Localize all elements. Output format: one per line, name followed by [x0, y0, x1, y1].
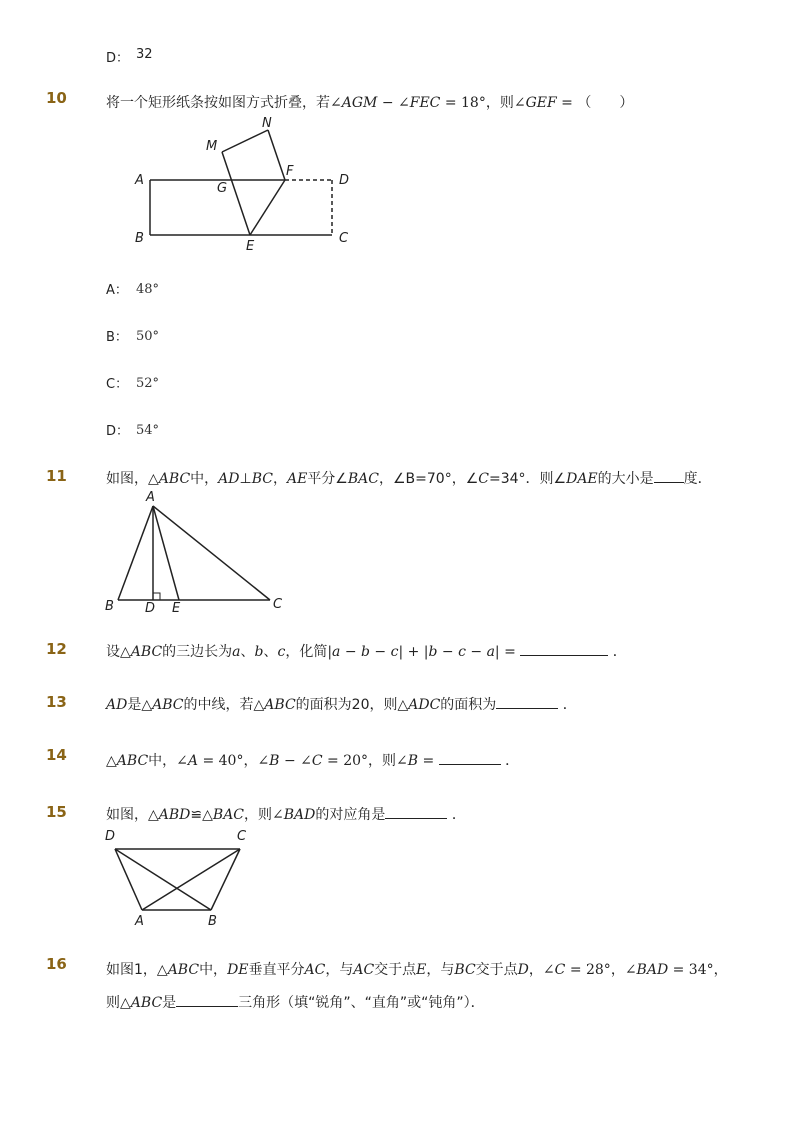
label-F: F	[286, 164, 294, 179]
label-D: D	[339, 173, 350, 188]
q10-option-a-label: A：	[106, 283, 128, 298]
question-number-11: 11	[46, 467, 67, 485]
question-number-10: 10	[46, 89, 67, 107]
q15-text: 如图，△ABD≌△BAC，则∠BAD的对应角是 ．	[106, 807, 466, 823]
question-number-16: 16	[46, 955, 67, 973]
label-M: M	[206, 139, 218, 154]
q13-text: AD是△ABC的中线，若△ABC的面积为20，则△ADC的面积为 ．	[106, 697, 577, 713]
question-number-13: 13	[46, 693, 67, 711]
label-B: B	[105, 599, 114, 614]
q12-text: 设△ABC的三边长为a、b、c，化简|a − b − c| + |b − c − a| = ．	[106, 644, 627, 660]
line-DB	[115, 849, 211, 910]
q10-option-d-label: D：	[106, 424, 130, 439]
label-E: E	[246, 239, 255, 254]
label-E: E	[172, 601, 181, 616]
line-AE	[153, 506, 179, 600]
label-C: C	[339, 231, 349, 246]
question-number-12: 12	[46, 640, 67, 658]
q9-option-d-value: 32	[136, 47, 153, 62]
q10-option-b-label: B：	[106, 330, 128, 345]
label-C: C	[273, 597, 283, 612]
label-N: N	[262, 116, 272, 131]
q10-figure	[120, 112, 370, 257]
label-B: B	[135, 231, 144, 246]
q10-option-a-value: 48°	[136, 282, 160, 297]
label-G: G	[217, 181, 228, 196]
line-EF	[250, 180, 285, 235]
label-B: B	[208, 914, 217, 929]
line-AB	[118, 506, 153, 600]
q11-figure	[100, 488, 300, 616]
right-angle-mark	[153, 593, 160, 600]
label-C: C	[237, 829, 247, 844]
q16-text-line2: 则△ABC是 三角形（填“锐角”、“直角”或“钝角”）．	[106, 995, 485, 1011]
q10-option-d-value: 54°	[136, 423, 160, 438]
line-NF	[268, 130, 285, 180]
q10-text: 将一个矩形纸条按如图方式折叠，若∠AGM − ∠FEC = 18°，则∠GEF = （ ）	[106, 95, 634, 111]
q16-text-line1: 如图1，△ABC中，DE垂直平分AC，与AC交于点E，与BC交于点D，∠C = 28°，∠BAD = 34°，	[106, 962, 728, 978]
label-A: A	[135, 914, 144, 929]
q11-text: 如图，△ABC中，AD⊥BC，AE平分∠BAC，∠B=70°，∠C=34°．则∠DAE的大小是 度．	[106, 471, 712, 487]
line-MN	[222, 130, 268, 152]
label-A: A	[135, 173, 144, 188]
label-D: D	[145, 601, 156, 616]
question-number-15: 15	[46, 803, 67, 821]
q14-text: △ABC中，∠A = 40°，∠B − ∠C = 20°，则∠B = ．	[106, 753, 520, 769]
label-A: A	[146, 490, 155, 505]
q9-option-d-label: D：	[106, 51, 130, 66]
q10-option-c-label: C：	[106, 377, 129, 392]
question-number-14: 14	[46, 746, 67, 764]
q15-figure	[100, 825, 280, 930]
q10-option-b-value: 50°	[136, 329, 160, 344]
line-AC	[153, 506, 270, 600]
q10-option-c-value: 52°	[136, 376, 160, 391]
label-D: D	[105, 829, 116, 844]
